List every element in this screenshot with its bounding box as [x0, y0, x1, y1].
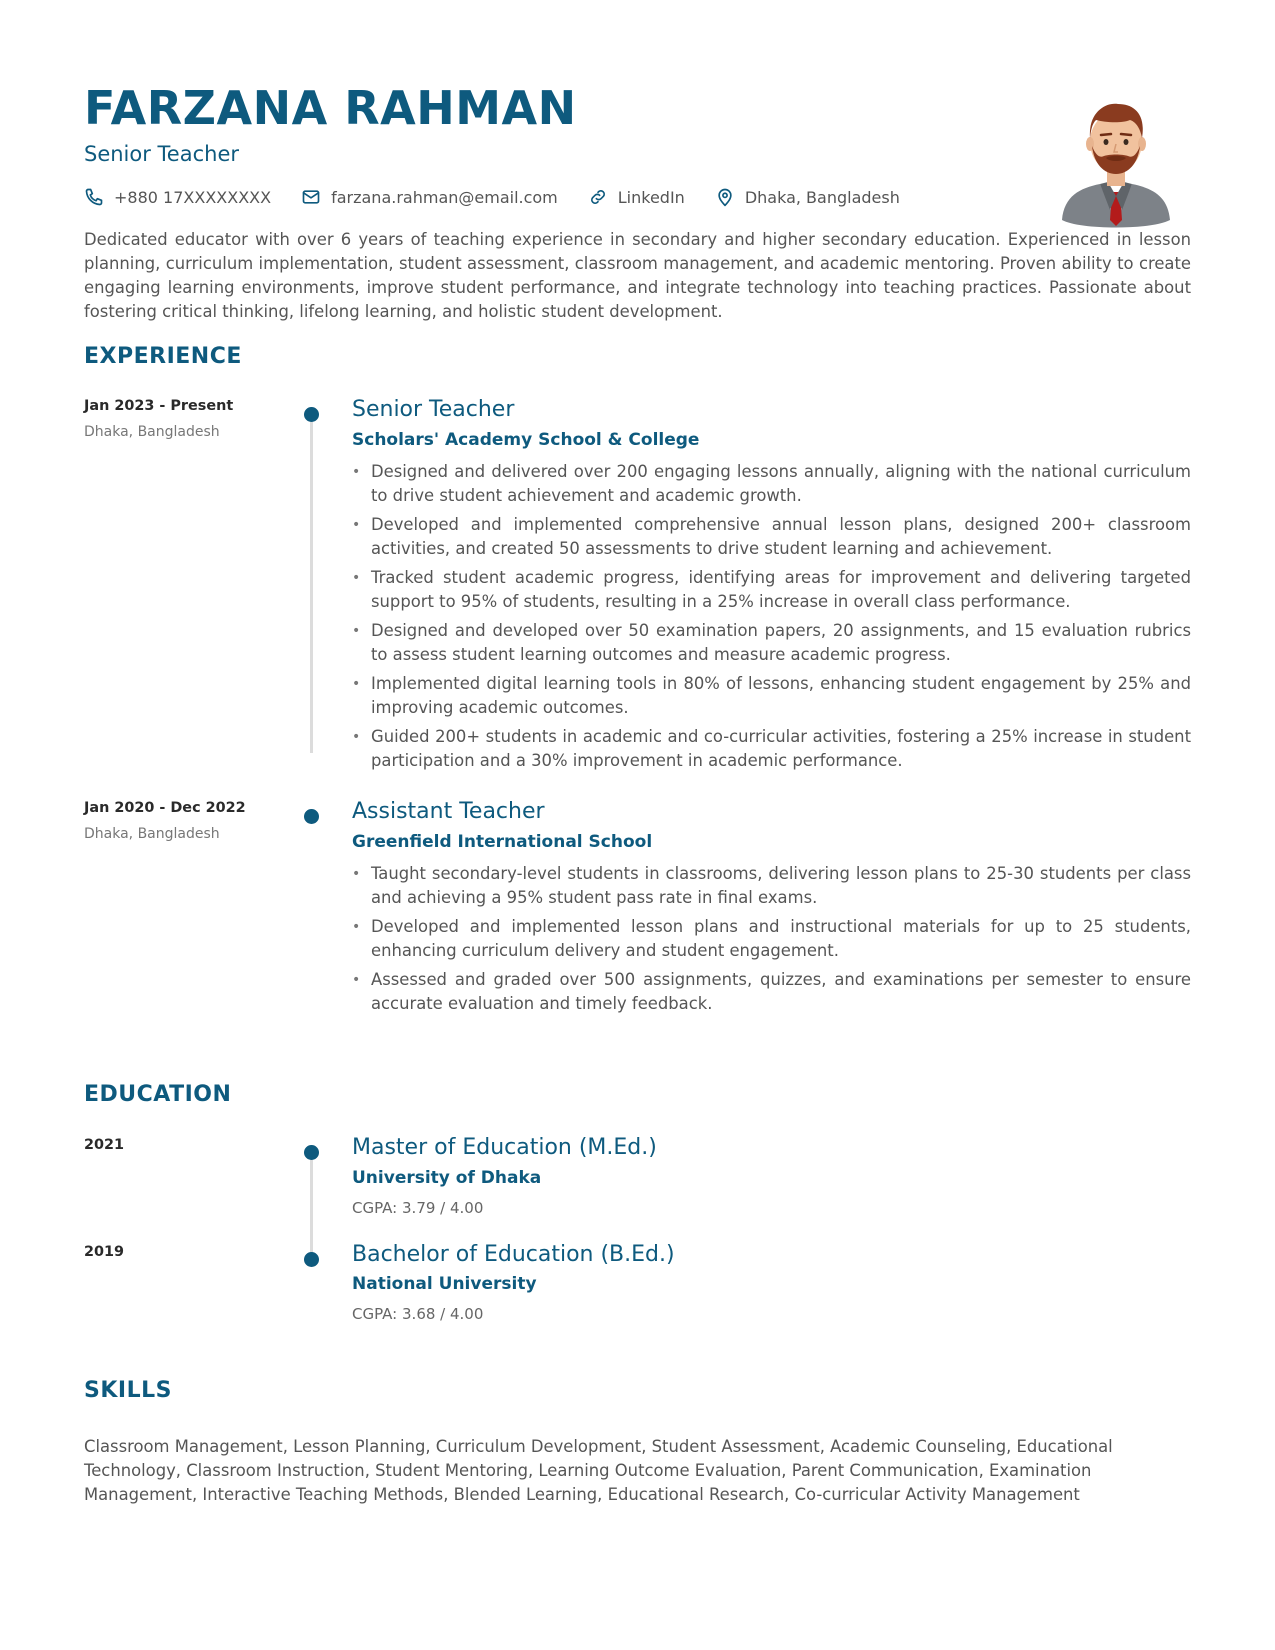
education-cgpa: CGPA: 3.68 / 4.00 — [352, 1305, 484, 1323]
email-text: farzana.rahman@email.com — [331, 187, 558, 207]
experience-org: Greenfield International School — [352, 832, 653, 852]
list-item: • Developed and implemented comprehensive annual lesson plans, designed 200+ classroom activities, and created 50 assessments to drive student learning and achievement. — [352, 513, 1191, 561]
linkedin-text: LinkedIn — [617, 187, 685, 207]
education-degree: Master of Education (M.Ed.) — [352, 1135, 657, 1160]
list-item: • Designed and delivered over 200 engaging lessons annually, aligning with the national curriculum to drive student achievement and academic growth. — [352, 460, 1191, 508]
envelope-icon — [301, 187, 321, 207]
list-item: • Designed and developed over 50 examination papers, 20 assignments, and 15 evaluation rubrics to assess student learning outcomes and measure academic progress. — [352, 619, 1191, 667]
list-item: • Taught secondary-level students in classrooms, delivering lesson plans to 25-30 students per class and achieving a 95% student pass rate in final exams. — [352, 862, 1191, 910]
avatar-icon — [1056, 92, 1176, 232]
candidate-name: FARZANA RAHMAN — [84, 81, 577, 135]
contact-phone[interactable] — [84, 187, 271, 207]
experience-role: Assistant Teacher — [352, 799, 545, 824]
skills-heading: SKILLS — [84, 1378, 172, 1403]
list-item: • Assessed and graded over 500 assignments, quizzes, and examinations per semester to ensure accurate evaluation and timely feedback. — [352, 968, 1191, 1016]
timeline-dot — [304, 1252, 319, 1267]
education-heading: EDUCATION — [84, 1082, 232, 1107]
location-text: Dhaka, Bangladesh — [744, 187, 900, 207]
phone-icon — [84, 187, 104, 207]
skills-list: Classroom Management, Lesson Planning, Curriculum Development, Student Assessment, Academic Counseling, Educational Technology, Classroom Instruction, Student Mentoring, Learning Outcome Evaluation, Parent Communication, Examination Management, Interactive Teaching Methods, Blended Learning, Educational Research, Co-curricular Activity Management — [84, 1437, 1113, 1504]
experience-bullets — [352, 862, 1191, 1021]
contact-bar — [84, 187, 930, 207]
education-cgpa: CGPA: 3.79 / 4.00 — [352, 1199, 484, 1217]
contact-linkedin[interactable] — [588, 187, 685, 207]
timeline-dot — [304, 407, 319, 422]
contact-location — [715, 187, 900, 207]
contact-email[interactable] — [301, 187, 558, 207]
phone-text: +880 17XXXXXXXX — [114, 187, 272, 207]
experience-dates: Jan 2020 - Dec 2022 — [84, 800, 246, 816]
experience-org: Scholars' Academy School & College — [352, 430, 700, 450]
candidate-title: Senior Teacher — [84, 142, 240, 166]
timeline-line — [310, 1153, 313, 1261]
education-year: 2021 — [84, 1137, 125, 1153]
education-school: University of Dhaka — [352, 1168, 542, 1188]
timeline-line — [310, 415, 313, 753]
experience-heading: EXPERIENCE — [84, 344, 242, 369]
link-icon — [588, 187, 608, 207]
experience-role: Senior Teacher — [352, 397, 515, 422]
education-school: National University — [352, 1274, 537, 1294]
list-item: • Implemented digital learning tools in 80% of lessons, enhancing student engagement by 25% and improving academic outcomes. — [352, 672, 1191, 720]
experience-location: Dhaka, Bangladesh — [84, 424, 220, 440]
timeline-dot — [304, 1145, 319, 1160]
experience-bullets — [352, 460, 1191, 778]
education-degree: Bachelor of Education (B.Ed.) — [352, 1242, 675, 1267]
education-year: 2019 — [84, 1244, 125, 1260]
list-item: • Developed and implemented lesson plans and instructional materials for up to 25 students, enhancing curriculum delivery and student engagement. — [352, 915, 1191, 963]
list-item: • Tracked student academic progress, identifying areas for improvement and delivering targeted support to 95% of students, resulting in a 25% increase in overall class performance. — [352, 566, 1191, 614]
list-item: • Guided 200+ students in academic and co-curricular activities, fostering a 25% increase in student participation and a 30% improvement in academic performance. — [352, 725, 1191, 773]
map-pin-icon — [715, 187, 735, 207]
experience-dates: Jan 2023 - Present — [84, 398, 234, 414]
profile-summary: Dedicated educator with over 6 years of teaching experience in secondary and higher secondary education. Experienced in lesson planning, curriculum implementation, student assessment, classroom management, and academic mentoring. Proven ability to create engaging learning environments, improve student performance, and integrate technology into teaching practices. Passionate about fostering critical thinking, lifelong learning, and holistic student development. — [84, 230, 1191, 321]
experience-location: Dhaka, Bangladesh — [84, 826, 220, 842]
timeline-dot — [304, 809, 319, 824]
